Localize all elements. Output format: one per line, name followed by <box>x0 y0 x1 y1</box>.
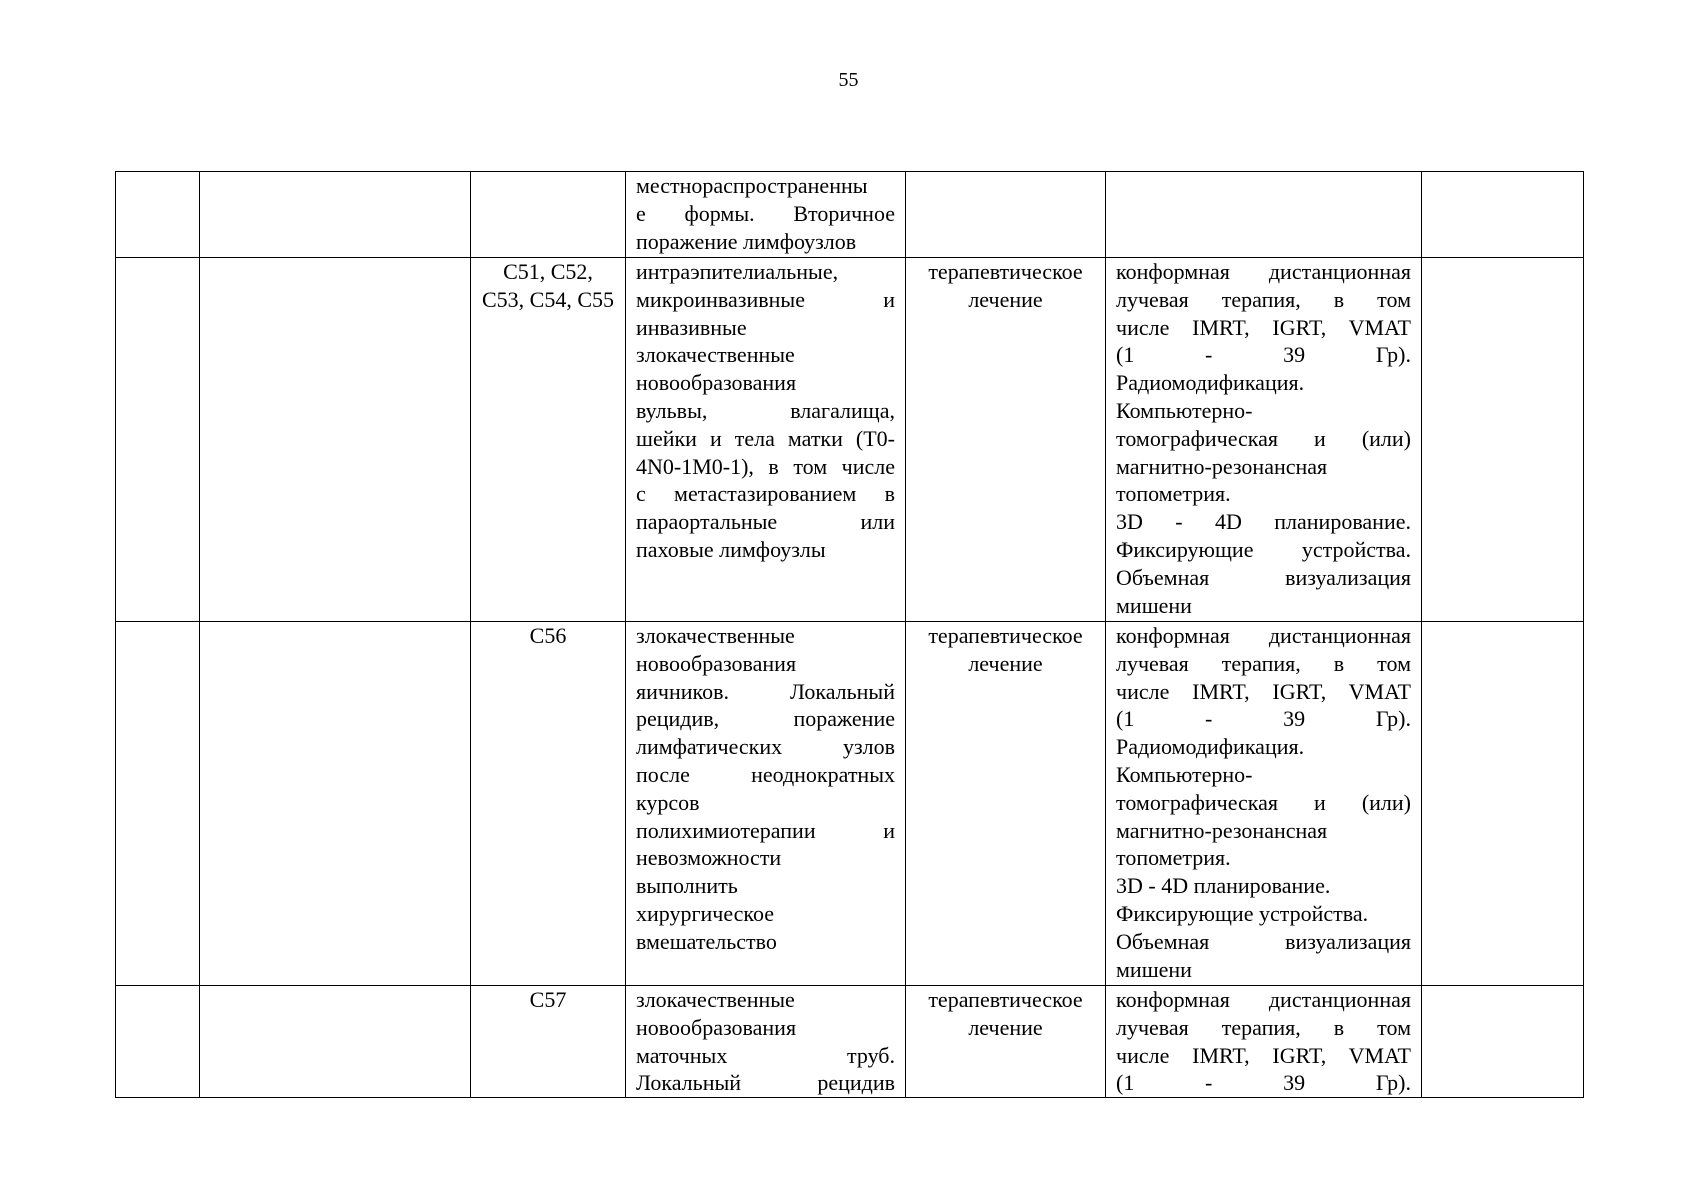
method-cell <box>1106 622 1422 986</box>
profile-cell <box>200 986 471 1098</box>
text-line: Радиомодификация. <box>1116 734 1305 760</box>
text-line: томографическая и (или) <box>1116 789 1411 815</box>
text-line: параортальные или <box>636 509 895 535</box>
norm-cell <box>1422 986 1584 1098</box>
text-line: злокачественные <box>636 342 795 368</box>
text-line: полихимиотерапии и <box>636 817 895 843</box>
text-line: конформная дистанционная <box>1116 623 1411 648</box>
text-line: (1 - 39 Гр). <box>1116 1070 1411 1096</box>
text-line: вмешательство <box>636 928 777 954</box>
text-line: микроинвазивные и <box>636 286 895 312</box>
text-line: выполнить <box>636 873 738 899</box>
text-line: томографическая и (или) <box>1116 425 1411 451</box>
index-cell <box>116 172 200 258</box>
text-line: лучевая терапия, в том <box>1116 650 1411 676</box>
text-line: лучевая терапия, в том <box>1116 286 1411 312</box>
table-row <box>116 986 1584 1098</box>
text-line: 3D - 4D планирование. <box>1116 509 1411 535</box>
text-line: паховые лимфоузлы <box>636 536 826 562</box>
table-row <box>116 172 1584 258</box>
diagnosis-cell <box>626 986 906 1098</box>
text-line: лучевая терапия, в том <box>1116 1014 1411 1040</box>
icd-code-cell: C51, C52, C53, C54, C55 <box>471 258 626 622</box>
text-line: интраэпителиальные, <box>636 259 839 284</box>
diagnosis-cell <box>626 622 906 986</box>
icd-code-cell: C57 <box>471 986 626 1098</box>
text-line: вульвы, влагалища, <box>636 397 895 423</box>
text-line: маточных труб. <box>636 1042 895 1068</box>
medical-care-table <box>115 171 1584 1098</box>
text-line: мишени <box>1116 956 1192 982</box>
text-line: после неоднократных <box>636 761 895 787</box>
text-line: числе IMRT, IGRT, VMAT <box>1116 314 1411 340</box>
text-line: рецидив, поражение <box>636 706 895 732</box>
profile-cell <box>200 258 471 622</box>
text-line: новообразования <box>636 1014 797 1040</box>
text-line: Компьютерно- <box>1116 397 1253 423</box>
icd-code-cell: C56 <box>471 622 626 986</box>
norm-cell <box>1422 622 1584 986</box>
text-line: новообразования <box>636 650 797 676</box>
treatment-type-cell <box>906 172 1106 258</box>
diagnosis-cell <box>626 172 906 258</box>
text-line: 3D - 4D планирование. <box>1116 873 1331 899</box>
text-line: Компьютерно- <box>1116 761 1253 787</box>
text-line: (1 - 39 Гр). <box>1116 342 1411 368</box>
text-line: магнитно-резонансная <box>1116 817 1328 843</box>
diagnosis-cell <box>626 258 906 622</box>
table-body <box>116 172 1584 1098</box>
text-line: местнораспространенны <box>636 173 868 198</box>
text-line: 4N0-1M0-1), в том числе <box>636 453 895 479</box>
treatment-type-cell: терапевтическое лечение <box>906 986 1106 1098</box>
treatment-type-cell: терапевтическое лечение <box>906 622 1106 986</box>
text-line: топометрия. <box>1116 481 1231 507</box>
text-line: Локальный рецидив <box>636 1070 895 1096</box>
page-number: 55 <box>838 69 859 91</box>
index-cell <box>116 622 200 986</box>
method-cell <box>1106 172 1422 258</box>
text-line: с метастазированием в <box>636 481 895 507</box>
profile-cell <box>200 172 471 258</box>
norm-cell <box>1422 172 1584 258</box>
text-line: магнитно-резонансная <box>1116 453 1328 479</box>
text-line: Фиксирующие устройства. <box>1116 900 1369 926</box>
table-row <box>116 258 1584 622</box>
index-cell <box>116 986 200 1098</box>
text-line: конформная дистанционная <box>1116 987 1411 1012</box>
text-line: инвазивные <box>636 314 747 340</box>
text-line: лимфатических узлов <box>636 734 895 760</box>
text-line: курсов <box>636 789 700 815</box>
text-line: Радиомодификация. <box>1116 370 1305 396</box>
index-cell <box>116 258 200 622</box>
text-line: мишени <box>1116 592 1192 618</box>
text-line: Фиксирующие устройства. <box>1116 536 1411 562</box>
text-line: Объемная визуализация <box>1116 928 1411 954</box>
text-line: злокачественные <box>636 623 795 648</box>
text-line: числе IMRT, IGRT, VMAT <box>1116 678 1411 704</box>
text-line: хирургическое <box>636 900 775 926</box>
text-line: поражение лимфоузлов <box>636 228 857 254</box>
text-line: яичников. Локальный <box>636 678 895 704</box>
text-line: числе IMRT, IGRT, VMAT <box>1116 1042 1411 1068</box>
norm-cell <box>1422 258 1584 622</box>
profile-cell <box>200 622 471 986</box>
icd-code-cell <box>471 172 626 258</box>
treatment-type-cell: терапевтическое лечение <box>906 258 1106 622</box>
text-line: топометрия. <box>1116 845 1231 871</box>
text-line: Объемная визуализация <box>1116 564 1411 590</box>
table-row <box>116 622 1584 986</box>
text-line: конформная дистанционная <box>1116 259 1411 284</box>
text-line: невозможности <box>636 845 782 871</box>
method-cell <box>1106 258 1422 622</box>
text-line: новообразования <box>636 370 797 396</box>
text-line: шейки и тела матки (T0- <box>636 425 895 451</box>
text-line: (1 - 39 Гр). <box>1116 706 1411 732</box>
method-cell <box>1106 986 1422 1098</box>
text-line: злокачественные <box>636 987 795 1012</box>
text-line: е формы. Вторичное <box>636 200 895 226</box>
